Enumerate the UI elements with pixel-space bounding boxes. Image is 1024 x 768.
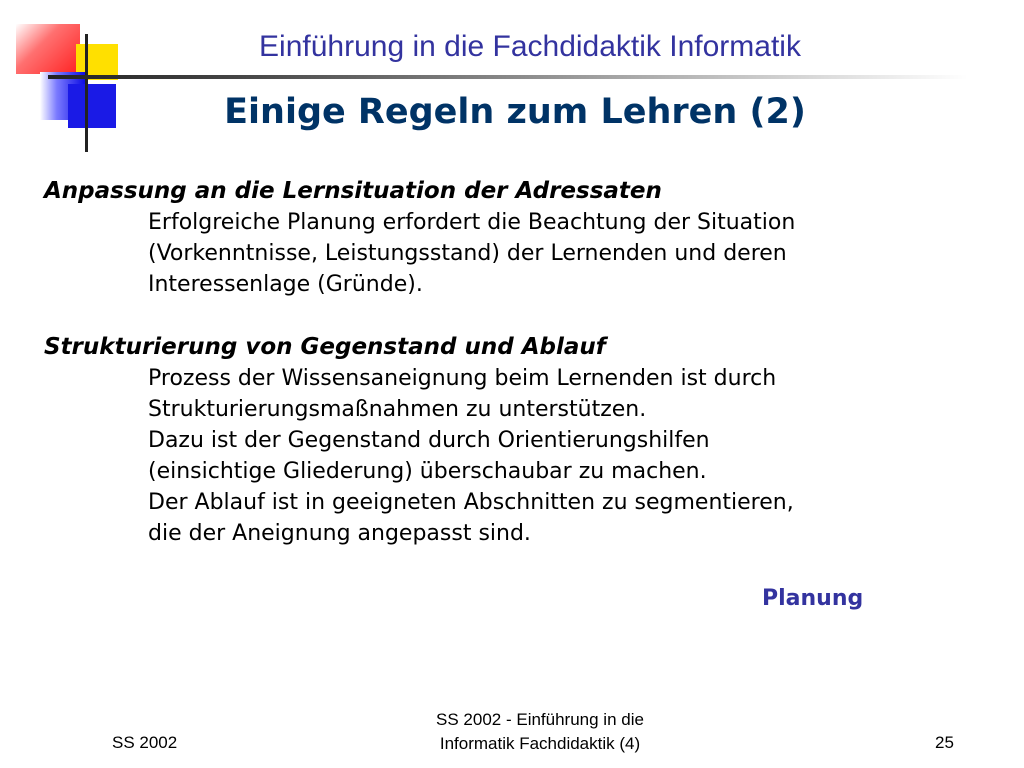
body-line: Dazu ist der Gegenstand durch Orientierungshilfen [148, 428, 710, 453]
footer-course [380, 708, 700, 756]
page-number: 25 [935, 733, 954, 752]
body-line: die der Aneignung angepasst sind. [148, 521, 531, 546]
slide-content [44, 176, 944, 581]
section-heading: Strukturierung von Gegenstand und Ablauf [44, 334, 606, 360]
section-body [148, 207, 944, 300]
header-divider-line [48, 75, 968, 79]
logo-red-block [16, 24, 80, 74]
section-heading: Anpassung an die Lernsituation der Adressaten [44, 178, 662, 204]
footer-course-line: Informatik Fachdidaktik (4) [439, 734, 641, 753]
body-line: (einsichtige Gliederung) überschaubar zu machen. [148, 459, 707, 484]
section-strukturierung [44, 332, 944, 549]
slide-title: Einige Regeln zum Lehren (2) [224, 92, 806, 132]
footer-semester: SS 2002 [112, 733, 178, 752]
body-line: Der Ablauf ist in geeigneten Abschnitten zu segmentieren, [148, 490, 794, 515]
body-line: Strukturierungsmaßnahmen zu unterstützen. [148, 397, 647, 422]
body-line: (Vorkenntnisse, Leistungsstand) der Lernenden und deren [148, 241, 787, 266]
course-title: Einführung in die Fachdidaktik Informatik [259, 30, 801, 63]
section-adressaten [44, 176, 944, 300]
planung-link[interactable]: Planung [762, 586, 864, 611]
footer-course-line: SS 2002 - Einführung in die [436, 710, 644, 729]
body-line: Interessenlage (Gründe). [148, 272, 423, 297]
section-body [148, 363, 944, 549]
body-line: Erfolgreiche Planung erfordert die Beachtung der Situation [148, 210, 796, 235]
body-line: Prozess der Wissensaneignung beim Lernenden ist durch [148, 366, 777, 391]
